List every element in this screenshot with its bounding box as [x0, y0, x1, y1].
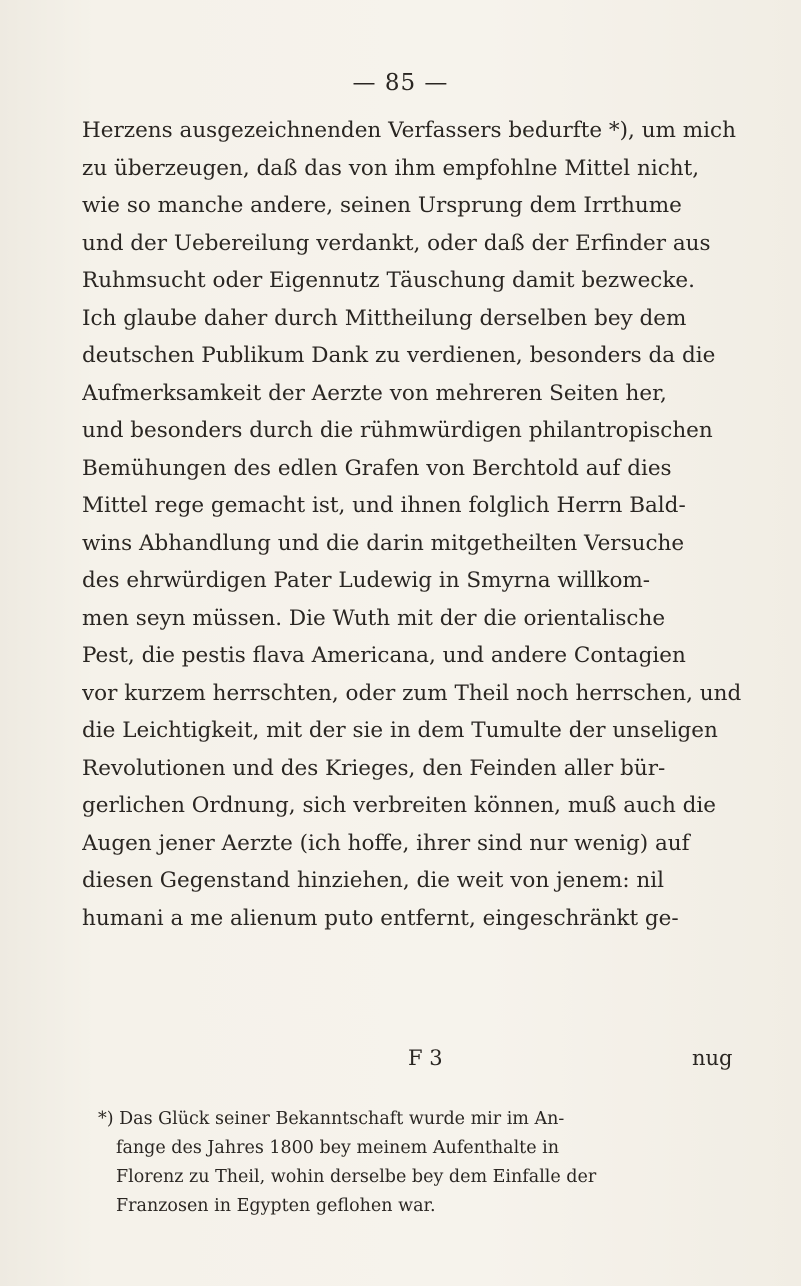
text-line: humani a me alienum puto entfernt, eingeschränkt ge-: [82, 905, 679, 931]
catchline: [0, 1046, 801, 1076]
text-line: zu überzeugen, daß das von ihm empfohlne Mittel nicht,: [82, 155, 700, 181]
text-line: Revolutionen und des Krieges, den Feinden aller bür-: [82, 755, 666, 781]
text-line: Pest, die pestis flava Americana, und andere Contagien: [82, 643, 686, 668]
text-line: Aufmerksamkeit der Aerzte von mehreren Seiten her,: [82, 380, 667, 406]
text-line: des ehrwürdigen Pater Ludewig in Smyrna willkom-: [82, 568, 651, 593]
text-line: deutschen Publikum Dank zu verdienen, besonders da die: [82, 343, 716, 368]
text-line: Ruhmsucht oder Eigennutz Täuschung damit bezwecke.: [82, 268, 695, 293]
catchword: nug: [692, 1046, 733, 1070]
text-line: Ich glaube daher durch Mittheilung derselben bey dem: [82, 305, 687, 331]
footnote: [98, 1105, 778, 1221]
text-line: und der Uebereilung verdankt, oder daß der Erfinder aus: [82, 230, 711, 256]
signature-mark: F 3: [408, 1046, 443, 1070]
text-line: und besonders durch die rühmwürdigen philantropischen: [82, 418, 713, 443]
text-line: Augen jener Aerzte (ich hoffe, ihrer sind nur wenig) auf: [82, 830, 690, 856]
text-line: diesen Gegenstand hinziehen, die weit von jenem: nil: [82, 868, 665, 893]
text-line: vor kurzem herrschten, oder zum Theil noch herrschen, und: [82, 680, 742, 706]
page-number: — 85 —: [352, 70, 449, 96]
text-line: wie so manche andere, seinen Ursprung dem Irrthume: [82, 193, 682, 218]
main-text: [82, 112, 762, 937]
footnote-line: fange des Jahres 1800 bey meinem Aufenthalte in: [116, 1138, 559, 1158]
text-line: die Leichtigkeit, mit der sie in dem Tumulte der unseligen: [82, 718, 718, 743]
footnote-line: Florenz zu Theil, wohin derselbe bey dem Einfalle der: [116, 1167, 597, 1187]
footnote-line: Franzosen in Egypten geflohen war.: [116, 1196, 436, 1216]
text-line: gerlichen Ordnung, sich verbreiten können, muß auch die: [82, 793, 716, 818]
text-line: Mittel rege gemacht ist, und ihnen folglich Herrn Bald-: [82, 493, 686, 518]
footnote-line: *) Das Glück seiner Bekanntschaft wurde mir im An-: [98, 1109, 565, 1129]
text-line: wins Abhandlung und die darin mitgetheilten Versuche: [82, 530, 685, 556]
text-line: men seyn müssen. Die Wuth mit der die orientalische: [82, 605, 666, 631]
text-line: Bemühungen des edlen Grafen von Berchtold auf dies: [82, 455, 672, 481]
text-line: Herzens ausgezeichnenden Verfassers bedurfte *), um mich: [82, 118, 736, 143]
